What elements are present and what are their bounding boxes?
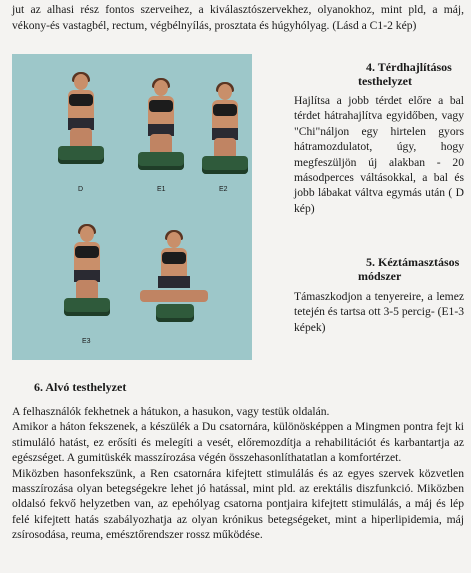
figure-label-e1: E1 <box>157 186 166 193</box>
section-6-paragraph-2: Amikor a háton fekszenek, a készülék a Du csatornára, különösképpen a Mingmen pontra fejt ki stimuláló hatást, ez erősíti és melegíti a vesét, előremozdítja a rehabilitációt és karbantartja az egészséget. A gumitüskék masszírozása végén összehasonlíthatatlan a komfortérzet. <box>12 420 464 465</box>
figure-d-photo <box>54 74 108 166</box>
figure-e1-photo <box>134 80 188 172</box>
figure-e2-photo <box>198 84 252 176</box>
figure-label-d: D <box>78 186 84 193</box>
exercise-photo-panel <box>12 54 252 360</box>
figure-label-e3: E3 <box>82 338 91 345</box>
figure-e3-photo <box>60 226 114 318</box>
intro-paragraph: jut az alhasi rész fontos szerveihez, a kiválasztószervekhez, olyanokhoz, mint pld, a máj, vékony-és vastagbél, rectum, végbélnyílás, prosztata és húgyhólyag. (Lásd a C1-2 kép) <box>12 3 464 32</box>
section-5-heading-line2: módszer <box>358 269 402 283</box>
section-6-paragraph-1: A felhasználók fekhetnek a hátukon, a hasukon, vagy testük oldalán. <box>12 405 330 418</box>
section-6-paragraph-3: Miközben hasonfekszünk, a Ren csatornára kifejtett stimulálás és az egyes szervek közvetlen masszírozása olyan betegségekre lehet jó hatással, mint pld. az erektális diszfunkció. Miközben oldalsó fekvő helyzetben van, az epehólyag csatorna pontjaira kifejtett stimulálás, a máj és lép felé kifejtett hatás szabályozhatja az olyan krónikus betegségeket, mint a hiperlipidemia, máj zsírosodása, reuma, emésztőrendszer rossz működése. <box>12 466 464 542</box>
section-6-heading: 6. Alvó testhelyzet <box>34 380 127 394</box>
section-5-text: Támaszkodjon a tenyereire, a lemez tetején és tartsa ott 3-5 percig- (E1-3 képek) <box>294 290 464 334</box>
section-4-text: Hajlítsa a jobb térdet előre a bal térdet hátrahajlítva egyidőben, vagy "Chi"náljon egy hirtelen gyors hátramozdulatot, úgy, hogy megfeszüljön új alakban - 20 másodperces váltásokkal, a bal és jobb lábakat váltva egymás után ( D kép) <box>294 94 464 215</box>
figure-label-e2: E2 <box>219 186 228 193</box>
section-6-body <box>12 404 464 543</box>
section-5-heading-line1: 5. Kéztámasztásos <box>366 255 460 269</box>
section-4-heading-line2: testhelyzet <box>358 74 412 88</box>
section-4-heading-line1: 4. Térdhajlításos <box>366 60 452 74</box>
figure-kneeling-photo <box>136 232 212 324</box>
